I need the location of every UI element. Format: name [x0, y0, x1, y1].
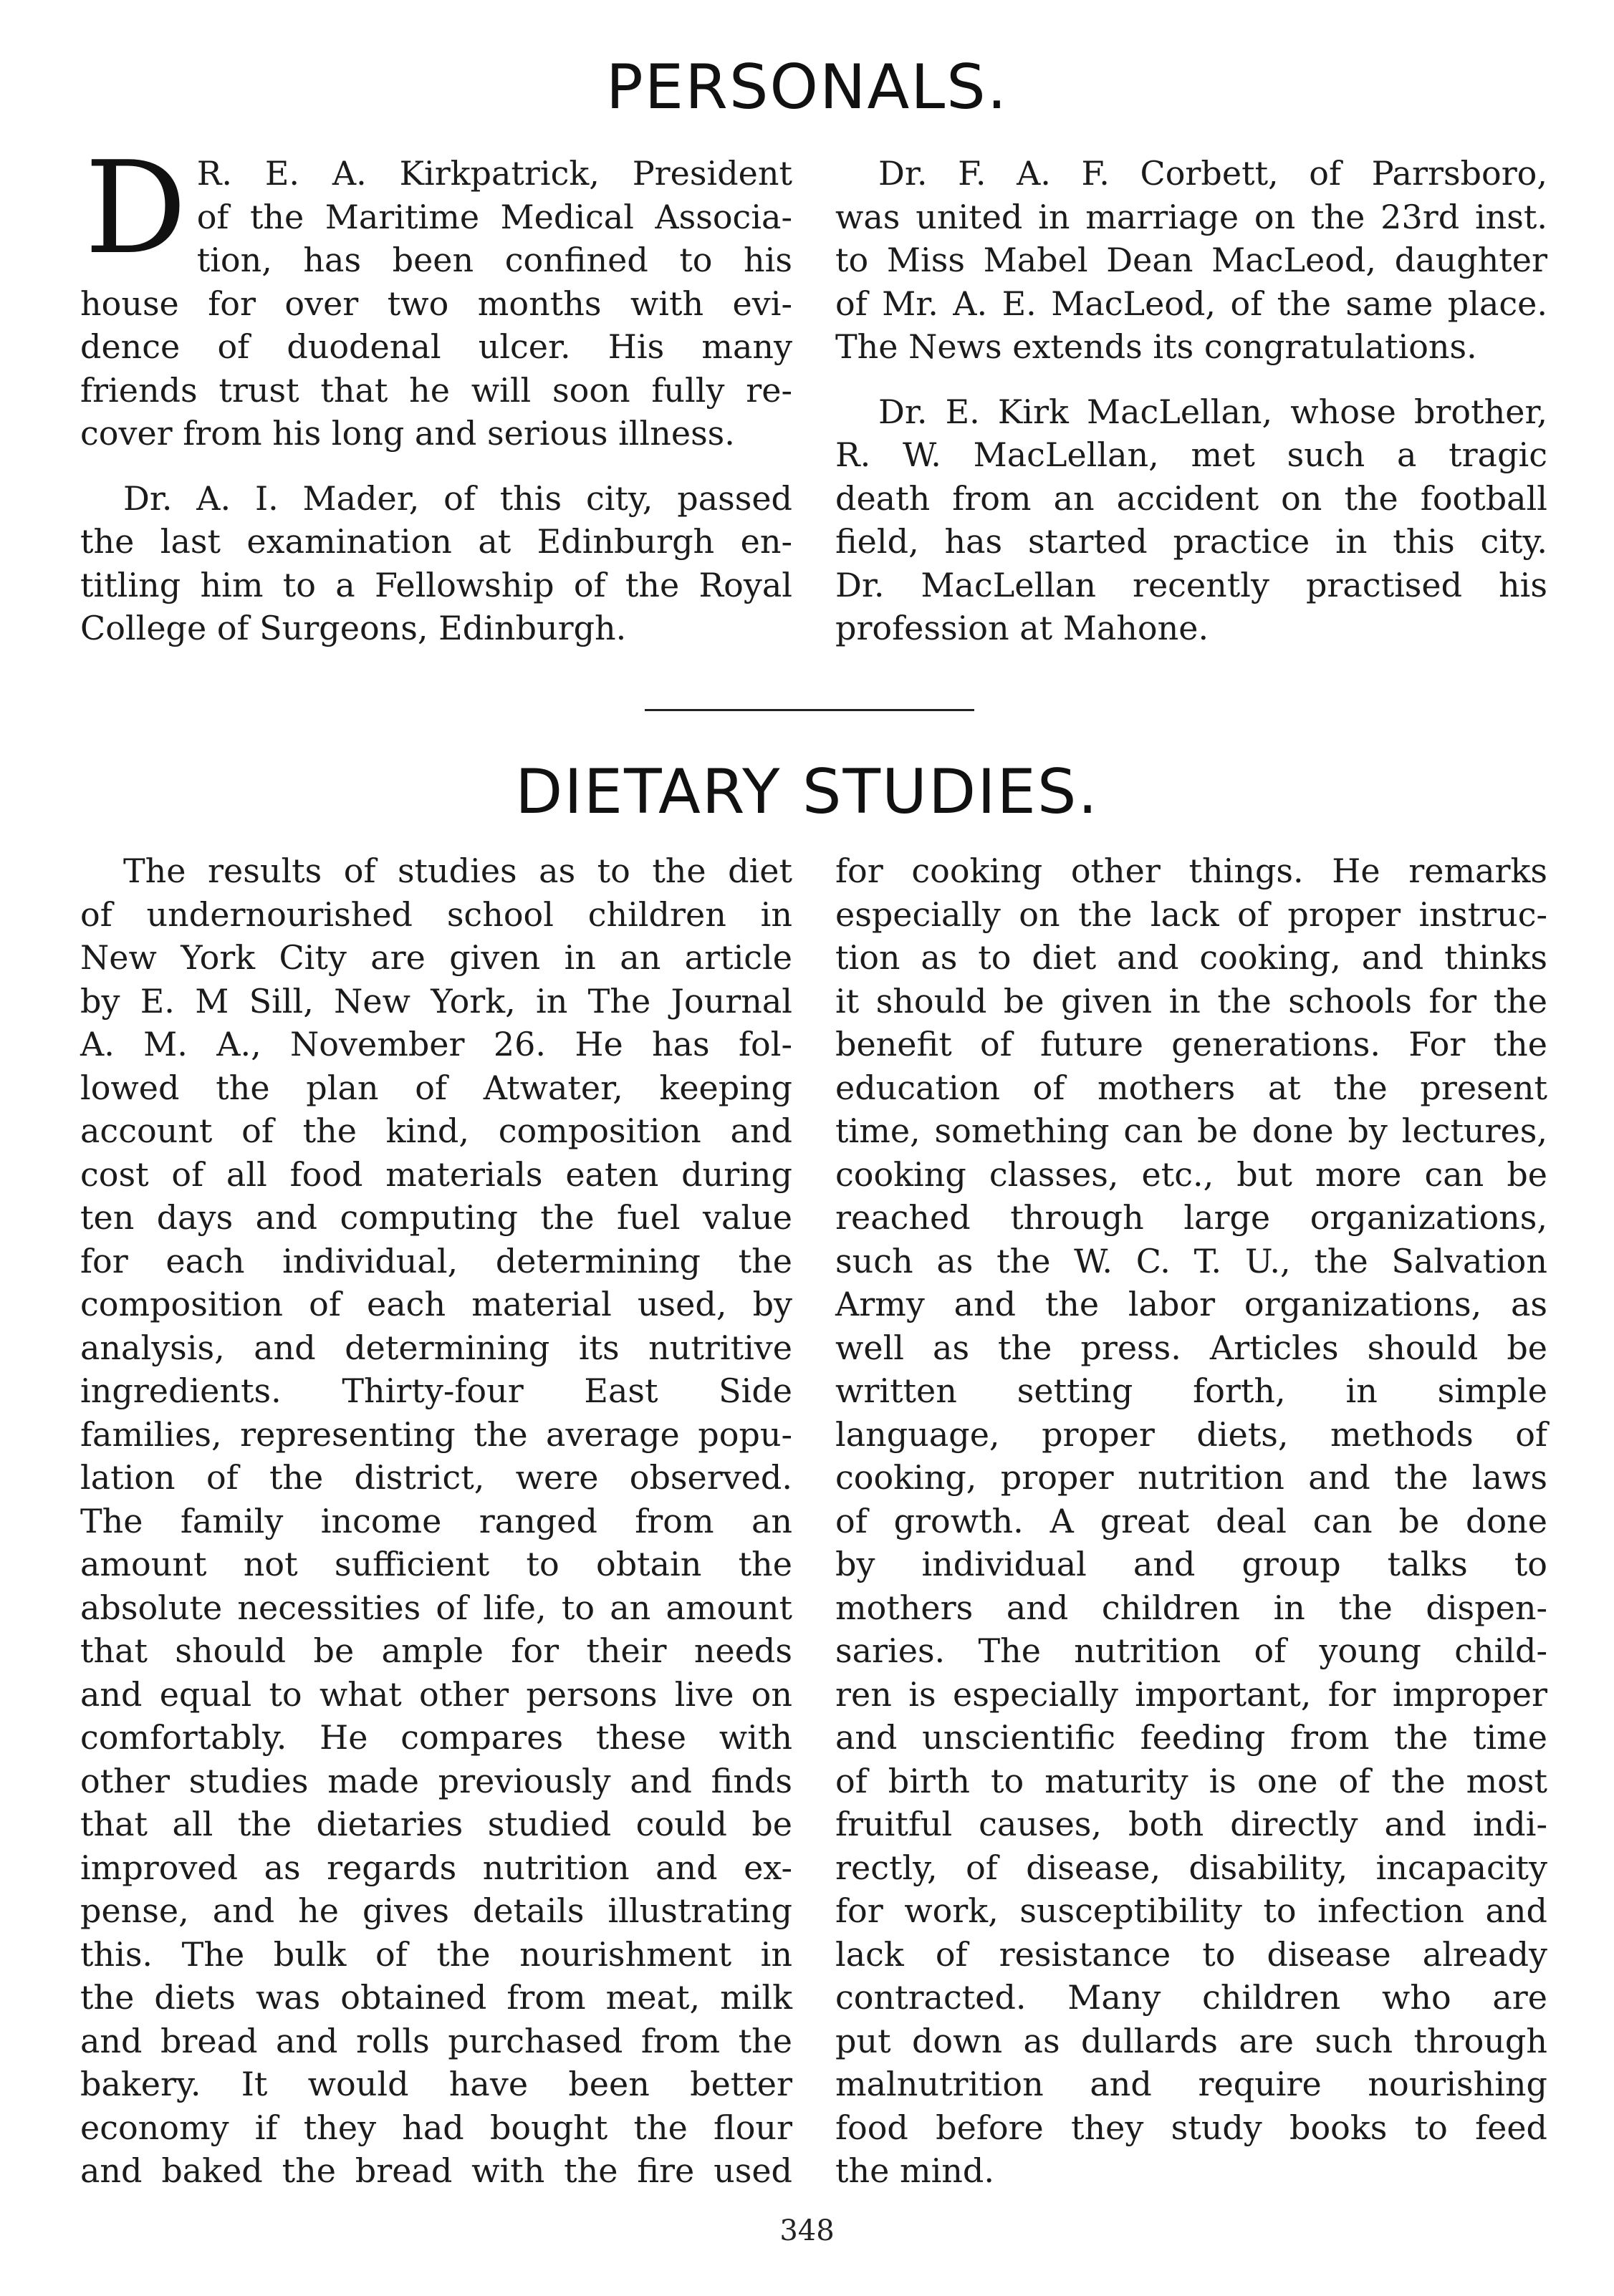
text-line: Dr. F. A. F. Corbett, of Parrsboro, — [878, 154, 1547, 193]
text-line: mothers and children in the dispen- — [835, 1588, 1547, 1627]
text-line: bakery. It would have been better — [80, 2065, 792, 2103]
text-line: pense, and he gives details illustrating — [80, 1891, 792, 1930]
text-line: for work, susceptibility to infection and — [835, 1891, 1547, 1930]
text-line: such as the W. C. T. U., the Salvation — [835, 1241, 1547, 1280]
section-heading-dietary-studies: DIETARY STUDIES. — [515, 756, 1099, 828]
text-line: cover from his long and serious illness. — [80, 414, 735, 453]
text-line: of the Maritime Medical Associa- — [196, 197, 792, 236]
text-line: of birth to maturity is one of the most — [835, 1761, 1547, 1800]
personals-left-column — [80, 134, 792, 650]
text-line: The family income ranged from an — [80, 1501, 792, 1540]
text-line: ingredients. Thirty-four East Side — [80, 1371, 792, 1410]
dietary-paragraph — [80, 849, 792, 2193]
dietary-left-column — [80, 849, 792, 2193]
text-line: education of mothers at the present — [835, 1068, 1547, 1107]
text-line: cooking, proper nutrition and the laws — [835, 1458, 1547, 1497]
text-line: time, something can be done by lectures, — [835, 1111, 1547, 1150]
text-line: especially on the lack of proper instruc- — [835, 894, 1547, 934]
text-line: R. W. MacLellan, met such a tragic — [835, 435, 1547, 474]
text-line: economy if they had bought the flour — [80, 2108, 792, 2147]
text-line: absolute necessities of life, to an amount — [80, 1588, 792, 1627]
text-line: it should be given in the schools for the — [835, 981, 1547, 1021]
text-line: the last examination at Edinburgh en- — [80, 522, 792, 561]
section-heading-personals: PERSONALS. — [605, 52, 1009, 123]
text-line: death from an accident on the football — [835, 478, 1547, 518]
text-line: Army and the labor organizations, as — [835, 1285, 1547, 1323]
text-line: that all the dietaries studied could be — [80, 1805, 792, 1843]
text-line: New York City are given in an article — [80, 938, 792, 977]
text-line: written setting forth, in simple — [835, 1371, 1547, 1410]
text-line: friends trust that he will soon fully re- — [80, 370, 792, 410]
dietary-right-column — [835, 849, 1547, 2193]
dietary-paragraph — [835, 849, 1547, 2193]
text-line: The results of studies as to the diet — [123, 852, 792, 890]
text-line: The News extends its congratulations. — [835, 327, 1477, 366]
personals-right-column — [835, 152, 1547, 650]
text-line: saries. The nutrition of young child- — [835, 1631, 1547, 1670]
text-line: analysis, and determining its nutritive — [80, 1328, 792, 1367]
text-line: tion, has been confined to his — [196, 241, 792, 279]
drop-cap: D — [85, 134, 187, 282]
text-line: Dr. MacLellan recently practised his — [835, 565, 1547, 604]
text-line: food before they study books to feed — [835, 2108, 1547, 2147]
text-line: cost of all food materials eaten during — [80, 1154, 792, 1194]
text-line: and unscientific feeding from the time — [835, 1718, 1547, 1757]
text-line: lowed the plan of Atwater, keeping — [80, 1068, 792, 1107]
text-line: by E. M Sill, New York, in The Journal — [80, 981, 792, 1021]
text-line: by individual and group talks to — [835, 1545, 1547, 1583]
text-line: of undernourished school children in — [80, 894, 792, 934]
text-line: amount not sufficient to obtain the — [80, 1545, 792, 1583]
text-line: ren is especially important, for improper — [835, 1674, 1547, 1714]
text-line: A. M. A., November 26. He has fol- — [80, 1025, 792, 1063]
text-line: dence of duodenal ulcer. His many — [80, 327, 792, 366]
text-line: College of Surgeons, Edinburgh. — [80, 609, 627, 647]
text-line: lation of the district, were observed. — [80, 1458, 792, 1497]
text-line: put down as dullards are such through — [835, 2021, 1547, 2060]
text-line: tion as to diet and cooking, and thinks — [835, 938, 1547, 977]
text-line: lack of resistance to disease already — [835, 1934, 1547, 1974]
personal-paragraph-maclellan — [835, 390, 1547, 650]
text-line: contracted. Many children who are — [835, 1978, 1547, 2017]
text-line: other studies made previously and finds — [80, 1761, 792, 1800]
text-line: improved as regards nutrition and ex- — [80, 1848, 792, 1887]
text-line: composition of each material used, by — [80, 1285, 792, 1323]
personal-paragraph-mader — [80, 477, 792, 650]
text-line: and baked the bread with the fire used — [80, 2151, 792, 2190]
text-line: and equal to what other persons live on — [80, 1674, 792, 1714]
text-line: profession at Mahone. — [835, 609, 1209, 647]
text-line: of Mr. A. E. MacLeod, of the same place. — [835, 284, 1547, 323]
text-line: was united in marriage on the 23rd inst. — [835, 197, 1547, 236]
text-line: that should be ample for their needs — [80, 1631, 792, 1670]
text-line: malnutrition and require nourishing — [835, 2065, 1547, 2103]
text-line: field, has started practice in this city. — [835, 522, 1547, 561]
personal-paragraph-kirkpatrick — [80, 134, 792, 455]
text-line: language, proper diets, methods of — [835, 1414, 1547, 1454]
text-line: ten days and computing the fuel value — [80, 1198, 792, 1237]
personal-paragraph-corbett — [835, 152, 1547, 369]
text-line: the mind. — [835, 2151, 994, 2190]
text-line: reached through large organizations, — [835, 1198, 1547, 1237]
text-line: R. E. A. Kirkpatrick, President — [196, 154, 792, 193]
text-line: titling him to a Fellowship of the Royal — [80, 565, 792, 604]
text-line: and bread and rolls purchased from the — [80, 2021, 792, 2060]
text-line: fruitful causes, both directly and indi- — [835, 1805, 1547, 1843]
text-line: well as the press. Articles should be — [835, 1328, 1547, 1367]
text-line: rectly, of disease, disability, incapacity — [835, 1848, 1547, 1887]
page-number: 348 — [779, 2214, 835, 2247]
text-line: families, representing the average popu- — [80, 1414, 792, 1454]
text-line: account of the kind, composition and — [80, 1111, 792, 1150]
text-line: Dr. E. Kirk MacLellan, whose brother, — [878, 392, 1547, 431]
text-line: Dr. A. I. Mader, of this city, passed — [123, 478, 792, 518]
text-line: house for over two months with evi- — [80, 284, 792, 323]
section-divider-rule — [645, 709, 974, 711]
text-line: for cooking other things. He remarks — [835, 852, 1547, 890]
text-line: of growth. A great deal can be done — [835, 1501, 1547, 1540]
text-line: comfortably. He compares these with — [80, 1718, 792, 1757]
text-line: the diets was obtained from meat, milk — [80, 1978, 792, 2017]
text-line: to Miss Mabel Dean MacLeod, daughter — [835, 241, 1547, 279]
text-line: this. The bulk of the nourishment in — [80, 1934, 792, 1974]
text-line: benefit of future generations. For the — [835, 1025, 1547, 1063]
text-line: cooking classes, etc., but more can be — [835, 1154, 1547, 1194]
text-line: for each individual, determining the — [80, 1241, 792, 1280]
